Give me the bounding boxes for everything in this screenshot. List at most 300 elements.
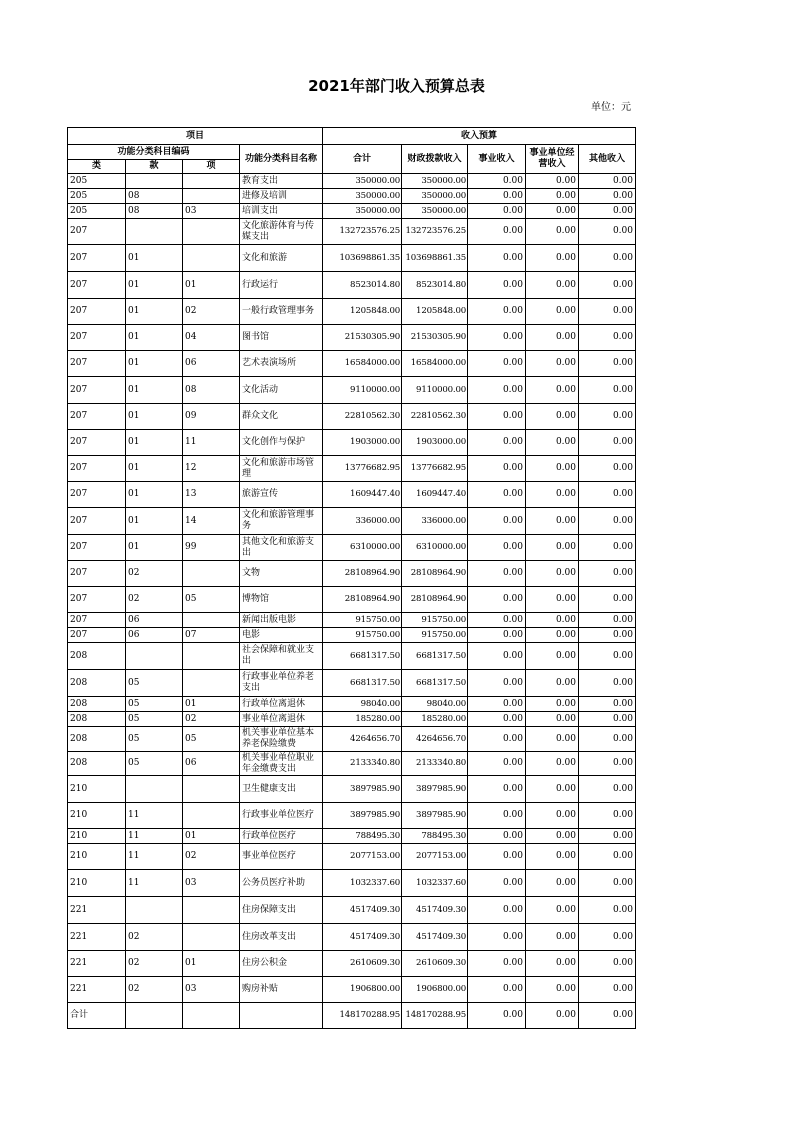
cell-fiscal: 3897985.90 (402, 803, 468, 829)
table-row (68, 404, 636, 430)
cell-xiang: 11 (183, 430, 240, 456)
cell-lei: 207 (68, 245, 126, 272)
cell-kuan: 01 (126, 299, 183, 325)
cell-operation: 0.00 (526, 189, 579, 204)
cell-total: 788495.30 (323, 829, 402, 844)
cell-other: 0.00 (579, 897, 636, 924)
cell-total: 336000.00 (323, 508, 402, 535)
cell-operation: 0.00 (526, 482, 579, 508)
cell-business: 0.00 (468, 272, 526, 299)
cell-xiang (183, 174, 240, 189)
cell-name: 事业单位离退休 (240, 712, 323, 727)
cell-xiang (183, 561, 240, 587)
cell-name: 行政事业单位医疗 (240, 803, 323, 829)
cell-xiang: 06 (183, 351, 240, 377)
cell-fiscal: 915750.00 (402, 613, 468, 628)
cell-business: 0.00 (468, 803, 526, 829)
cell-operation: 0.00 (526, 803, 579, 829)
table-row (68, 456, 636, 482)
cell-kuan: 06 (126, 628, 183, 643)
header-fiscal: 财政拨款收入 (402, 145, 468, 174)
cell-xiang (183, 613, 240, 628)
cell-xiang: 09 (183, 404, 240, 430)
cell-xiang: 02 (183, 712, 240, 727)
cell-other: 0.00 (579, 404, 636, 430)
cell-operation: 0.00 (526, 325, 579, 351)
cell-fiscal: 336000.00 (402, 508, 468, 535)
empty-cell (126, 1003, 183, 1029)
header-func-code: 功能分类科目编码 (68, 145, 240, 160)
cell-lei: 208 (68, 752, 126, 776)
cell-total: 185280.00 (323, 712, 402, 727)
header-xiang: 项 (183, 160, 240, 174)
cell-xiang: 07 (183, 628, 240, 643)
cell-kuan: 06 (126, 613, 183, 628)
cell-name: 公务员医疗补助 (240, 870, 323, 897)
cell-other: 0.00 (579, 844, 636, 870)
cell-name: 博物馆 (240, 587, 323, 613)
cell-business: 0.00 (468, 377, 526, 404)
cell-fiscal: 9110000.00 (402, 377, 468, 404)
cell-lei: 207 (68, 456, 126, 482)
cell-xiang: 05 (183, 727, 240, 752)
cell-name: 购房补贴 (240, 977, 323, 1003)
cell-operation: 0.00 (526, 456, 579, 482)
table-row (68, 951, 636, 977)
cell-lei: 221 (68, 924, 126, 951)
cell-other: 0.00 (579, 219, 636, 245)
cell-business: 0.00 (468, 829, 526, 844)
cell-lei: 205 (68, 204, 126, 219)
cell-xiang: 01 (183, 829, 240, 844)
cell-kuan: 05 (126, 727, 183, 752)
cell-name: 群众文化 (240, 404, 323, 430)
cell-lei: 207 (68, 219, 126, 245)
table-row (68, 924, 636, 951)
cell-fiscal: 350000.00 (402, 189, 468, 204)
cell-name: 住房保障支出 (240, 897, 323, 924)
cell-total: 103698861.35 (323, 245, 402, 272)
cell-business: 0.00 (468, 482, 526, 508)
cell-business: 0.00 (468, 628, 526, 643)
cell-xiang: 01 (183, 951, 240, 977)
cell-other: 0.00 (579, 204, 636, 219)
cell-fiscal: 6310000.00 (402, 535, 468, 561)
cell-business: 0.00 (468, 245, 526, 272)
cell-operation: 0.00 (526, 829, 579, 844)
cell-operation: 0.00 (526, 351, 579, 377)
cell-operation: 0.00 (526, 535, 579, 561)
table-row (68, 272, 636, 299)
cell-fiscal: 4264656.70 (402, 727, 468, 752)
cell-total: 350000.00 (323, 189, 402, 204)
cell-xiang: 02 (183, 299, 240, 325)
cell-lei: 221 (68, 897, 126, 924)
cell-total: 132723576.25 (323, 219, 402, 245)
cell-total: 915750.00 (323, 613, 402, 628)
cell-operation: 0.00 (526, 897, 579, 924)
cell-xiang (183, 776, 240, 803)
cell-business: 0.00 (468, 456, 526, 482)
cell-xiang (183, 189, 240, 204)
cell-total: 1205848.00 (323, 299, 402, 325)
cell-business: 0.00 (468, 219, 526, 245)
cell-xiang: 02 (183, 844, 240, 870)
cell-operation: 0.00 (526, 561, 579, 587)
cell-kuan: 05 (126, 712, 183, 727)
table-row (68, 670, 636, 697)
cell-xiang: 01 (183, 697, 240, 712)
cell-name: 文物 (240, 561, 323, 587)
cell-business: 0.00 (468, 587, 526, 613)
cell-other: 0.00 (579, 712, 636, 727)
cell-other: 0.00 (579, 803, 636, 829)
cell-fiscal: 132723576.25 (402, 219, 468, 245)
cell-operation: 0.00 (526, 377, 579, 404)
cell-lei: 207 (68, 377, 126, 404)
cell-fiscal: 915750.00 (402, 628, 468, 643)
cell-total: 28108964.90 (323, 561, 402, 587)
cell-operation: 0.00 (526, 924, 579, 951)
cell-other: 0.00 (579, 951, 636, 977)
cell-name: 艺术表演场所 (240, 351, 323, 377)
cell-total: 1906800.00 (323, 977, 402, 1003)
cell-kuan: 02 (126, 561, 183, 587)
cell-total: 2133340.80 (323, 752, 402, 776)
cell-name: 行政单位离退休 (240, 697, 323, 712)
cell-fiscal: 28108964.90 (402, 587, 468, 613)
cell-total: 9110000.00 (323, 377, 402, 404)
cell-business: 0.00 (468, 727, 526, 752)
cell-operation: 0.00 (526, 174, 579, 189)
cell-operation: 0.00 (526, 245, 579, 272)
cell-total: 3897985.90 (323, 776, 402, 803)
cell-name: 机关事业单位基本养老保险缴费 (240, 727, 323, 752)
table-row (68, 752, 636, 776)
cell-kuan: 02 (126, 924, 183, 951)
cell-name: 文化和旅游市场管理 (240, 456, 323, 482)
total-business: 0.00 (468, 1003, 526, 1029)
cell-lei: 207 (68, 535, 126, 561)
table-row (68, 482, 636, 508)
cell-other: 0.00 (579, 870, 636, 897)
cell-fiscal: 2610609.30 (402, 951, 468, 977)
table-row (68, 776, 636, 803)
cell-other: 0.00 (579, 325, 636, 351)
cell-lei: 205 (68, 174, 126, 189)
cell-operation: 0.00 (526, 508, 579, 535)
cell-fiscal: 185280.00 (402, 712, 468, 727)
cell-lei: 210 (68, 844, 126, 870)
cell-kuan: 01 (126, 272, 183, 299)
cell-other: 0.00 (579, 643, 636, 670)
cell-total: 13776682.95 (323, 456, 402, 482)
cell-fiscal: 98040.00 (402, 697, 468, 712)
cell-xiang: 04 (183, 325, 240, 351)
cell-name: 文化和旅游管理事务 (240, 508, 323, 535)
cell-xiang: 14 (183, 508, 240, 535)
cell-operation: 0.00 (526, 752, 579, 776)
cell-lei: 207 (68, 351, 126, 377)
cell-business: 0.00 (468, 924, 526, 951)
cell-business: 0.00 (468, 204, 526, 219)
cell-fiscal: 6681317.50 (402, 643, 468, 670)
cell-fiscal: 28108964.90 (402, 561, 468, 587)
table-row (68, 430, 636, 456)
cell-name: 旅游宣传 (240, 482, 323, 508)
table-row (68, 377, 636, 404)
cell-kuan: 11 (126, 870, 183, 897)
table-row (68, 803, 636, 829)
table-row (68, 844, 636, 870)
cell-other: 0.00 (579, 299, 636, 325)
cell-operation: 0.00 (526, 404, 579, 430)
cell-other: 0.00 (579, 245, 636, 272)
cell-other: 0.00 (579, 377, 636, 404)
cell-name: 图书馆 (240, 325, 323, 351)
cell-operation: 0.00 (526, 613, 579, 628)
cell-xiang: 12 (183, 456, 240, 482)
cell-xiang (183, 670, 240, 697)
cell-operation: 0.00 (526, 727, 579, 752)
cell-fiscal: 3897985.90 (402, 776, 468, 803)
cell-xiang: 99 (183, 535, 240, 561)
cell-business: 0.00 (468, 535, 526, 561)
cell-lei: 207 (68, 561, 126, 587)
cell-other: 0.00 (579, 535, 636, 561)
cell-fiscal: 1906800.00 (402, 977, 468, 1003)
cell-kuan: 01 (126, 351, 183, 377)
cell-lei: 221 (68, 951, 126, 977)
cell-fiscal: 103698861.35 (402, 245, 468, 272)
header-kuan: 款 (126, 160, 183, 174)
cell-operation: 0.00 (526, 628, 579, 643)
cell-business: 0.00 (468, 430, 526, 456)
cell-kuan: 01 (126, 377, 183, 404)
cell-business: 0.00 (468, 613, 526, 628)
cell-name: 一般行政管理事务 (240, 299, 323, 325)
cell-total: 350000.00 (323, 174, 402, 189)
cell-lei: 207 (68, 272, 126, 299)
cell-business: 0.00 (468, 508, 526, 535)
cell-business: 0.00 (468, 977, 526, 1003)
table-row (68, 697, 636, 712)
cell-other: 0.00 (579, 697, 636, 712)
cell-name: 教育支出 (240, 174, 323, 189)
cell-name: 文化旅游体育与传媒支出 (240, 219, 323, 245)
cell-total: 1903000.00 (323, 430, 402, 456)
unit-label: 单位：元 (591, 102, 631, 113)
cell-other: 0.00 (579, 829, 636, 844)
table-row (68, 351, 636, 377)
cell-other: 0.00 (579, 727, 636, 752)
cell-name: 其他文化和旅游支出 (240, 535, 323, 561)
header-other: 其他收入 (579, 145, 636, 174)
cell-name: 社会保障和就业支出 (240, 643, 323, 670)
cell-kuan: 08 (126, 189, 183, 204)
empty-cell (240, 1003, 323, 1029)
cell-name: 进修及培训 (240, 189, 323, 204)
cell-other: 0.00 (579, 508, 636, 535)
header-func-name: 功能分类科目名称 (240, 145, 323, 174)
cell-xiang (183, 924, 240, 951)
cell-fiscal: 2077153.00 (402, 844, 468, 870)
cell-kuan: 05 (126, 697, 183, 712)
cell-lei: 207 (68, 628, 126, 643)
cell-operation: 0.00 (526, 430, 579, 456)
cell-lei: 207 (68, 325, 126, 351)
cell-kuan (126, 897, 183, 924)
cell-total: 16584000.00 (323, 351, 402, 377)
cell-lei: 208 (68, 643, 126, 670)
table-row (68, 712, 636, 727)
cell-business: 0.00 (468, 561, 526, 587)
cell-lei: 221 (68, 977, 126, 1003)
header-total: 合计 (323, 145, 402, 174)
cell-total: 6681317.50 (323, 643, 402, 670)
total-fiscal: 148170288.95 (402, 1003, 468, 1029)
cell-business: 0.00 (468, 897, 526, 924)
table-row (68, 299, 636, 325)
cell-xiang: 03 (183, 204, 240, 219)
cell-business: 0.00 (468, 404, 526, 430)
header-project: 项目 (68, 128, 323, 145)
cell-lei: 207 (68, 508, 126, 535)
income-budget-table (67, 127, 636, 1029)
table-row (68, 613, 636, 628)
cell-xiang: 03 (183, 870, 240, 897)
cell-kuan: 08 (126, 204, 183, 219)
cell-fiscal: 1032337.60 (402, 870, 468, 897)
cell-kuan: 01 (126, 430, 183, 456)
table-row (68, 628, 636, 643)
table-row (68, 219, 636, 245)
cell-operation: 0.00 (526, 776, 579, 803)
cell-fiscal: 1205848.00 (402, 299, 468, 325)
cell-other: 0.00 (579, 670, 636, 697)
cell-business: 0.00 (468, 712, 526, 727)
cell-name: 文化活动 (240, 377, 323, 404)
cell-other: 0.00 (579, 174, 636, 189)
cell-fiscal: 1609447.40 (402, 482, 468, 508)
table-row (68, 587, 636, 613)
cell-fiscal: 8523014.80 (402, 272, 468, 299)
cell-name: 行政事业单位养老支出 (240, 670, 323, 697)
cell-name: 电影 (240, 628, 323, 643)
cell-kuan (126, 643, 183, 670)
cell-other: 0.00 (579, 561, 636, 587)
cell-kuan: 05 (126, 670, 183, 697)
cell-operation: 0.00 (526, 870, 579, 897)
cell-total: 22810562.30 (323, 404, 402, 430)
total-other: 0.00 (579, 1003, 636, 1029)
cell-xiang (183, 897, 240, 924)
total-operation: 0.00 (526, 1003, 579, 1029)
cell-lei: 208 (68, 670, 126, 697)
cell-fiscal: 350000.00 (402, 204, 468, 219)
cell-kuan: 01 (126, 535, 183, 561)
table-row (68, 897, 636, 924)
table-row (68, 325, 636, 351)
cell-fiscal: 13776682.95 (402, 456, 468, 482)
cell-name: 行政运行 (240, 272, 323, 299)
cell-xiang: 01 (183, 272, 240, 299)
cell-lei: 207 (68, 613, 126, 628)
cell-other: 0.00 (579, 776, 636, 803)
cell-lei: 208 (68, 697, 126, 712)
table-row (68, 204, 636, 219)
cell-business: 0.00 (468, 752, 526, 776)
cell-total: 2077153.00 (323, 844, 402, 870)
cell-kuan: 11 (126, 803, 183, 829)
cell-other: 0.00 (579, 351, 636, 377)
cell-fiscal: 4517409.30 (402, 924, 468, 951)
cell-lei: 207 (68, 430, 126, 456)
cell-kuan (126, 776, 183, 803)
table-row (68, 829, 636, 844)
cell-name: 机关事业单位职业年金缴费支出 (240, 752, 323, 776)
total-total: 148170288.95 (323, 1003, 402, 1029)
cell-xiang: 13 (183, 482, 240, 508)
cell-business: 0.00 (468, 697, 526, 712)
cell-kuan: 02 (126, 587, 183, 613)
table-row (68, 174, 636, 189)
total-row-label: 合计 (68, 1003, 126, 1029)
cell-lei: 210 (68, 776, 126, 803)
cell-other: 0.00 (579, 628, 636, 643)
cell-operation: 0.00 (526, 670, 579, 697)
cell-operation: 0.00 (526, 272, 579, 299)
cell-lei: 208 (68, 712, 126, 727)
cell-kuan: 01 (126, 325, 183, 351)
cell-other: 0.00 (579, 189, 636, 204)
cell-fiscal: 16584000.00 (402, 351, 468, 377)
cell-kuan: 11 (126, 829, 183, 844)
cell-name: 培训支出 (240, 204, 323, 219)
cell-other: 0.00 (579, 924, 636, 951)
table-row (68, 508, 636, 535)
cell-total: 915750.00 (323, 628, 402, 643)
table-row (68, 870, 636, 897)
cell-name: 文化创作与保护 (240, 430, 323, 456)
cell-business: 0.00 (468, 174, 526, 189)
cell-total: 6681317.50 (323, 670, 402, 697)
cell-total: 1609447.40 (323, 482, 402, 508)
cell-total: 28108964.90 (323, 587, 402, 613)
cell-fiscal: 350000.00 (402, 174, 468, 189)
cell-business: 0.00 (468, 844, 526, 870)
page-title: 2021年部门收入预算总表 (308, 77, 485, 95)
table-row (68, 189, 636, 204)
cell-operation: 0.00 (526, 299, 579, 325)
cell-fiscal: 21530305.90 (402, 325, 468, 351)
cell-business: 0.00 (468, 670, 526, 697)
cell-business: 0.00 (468, 643, 526, 670)
cell-fiscal: 788495.30 (402, 829, 468, 844)
cell-operation: 0.00 (526, 219, 579, 245)
cell-other: 0.00 (579, 752, 636, 776)
cell-lei: 207 (68, 404, 126, 430)
cell-other: 0.00 (579, 587, 636, 613)
cell-name: 文化和旅游 (240, 245, 323, 272)
header-business: 事业收入 (468, 145, 526, 174)
cell-xiang (183, 219, 240, 245)
cell-operation: 0.00 (526, 587, 579, 613)
cell-total: 6310000.00 (323, 535, 402, 561)
cell-lei: 207 (68, 299, 126, 325)
cell-operation: 0.00 (526, 844, 579, 870)
header-lei: 类 (68, 160, 126, 174)
